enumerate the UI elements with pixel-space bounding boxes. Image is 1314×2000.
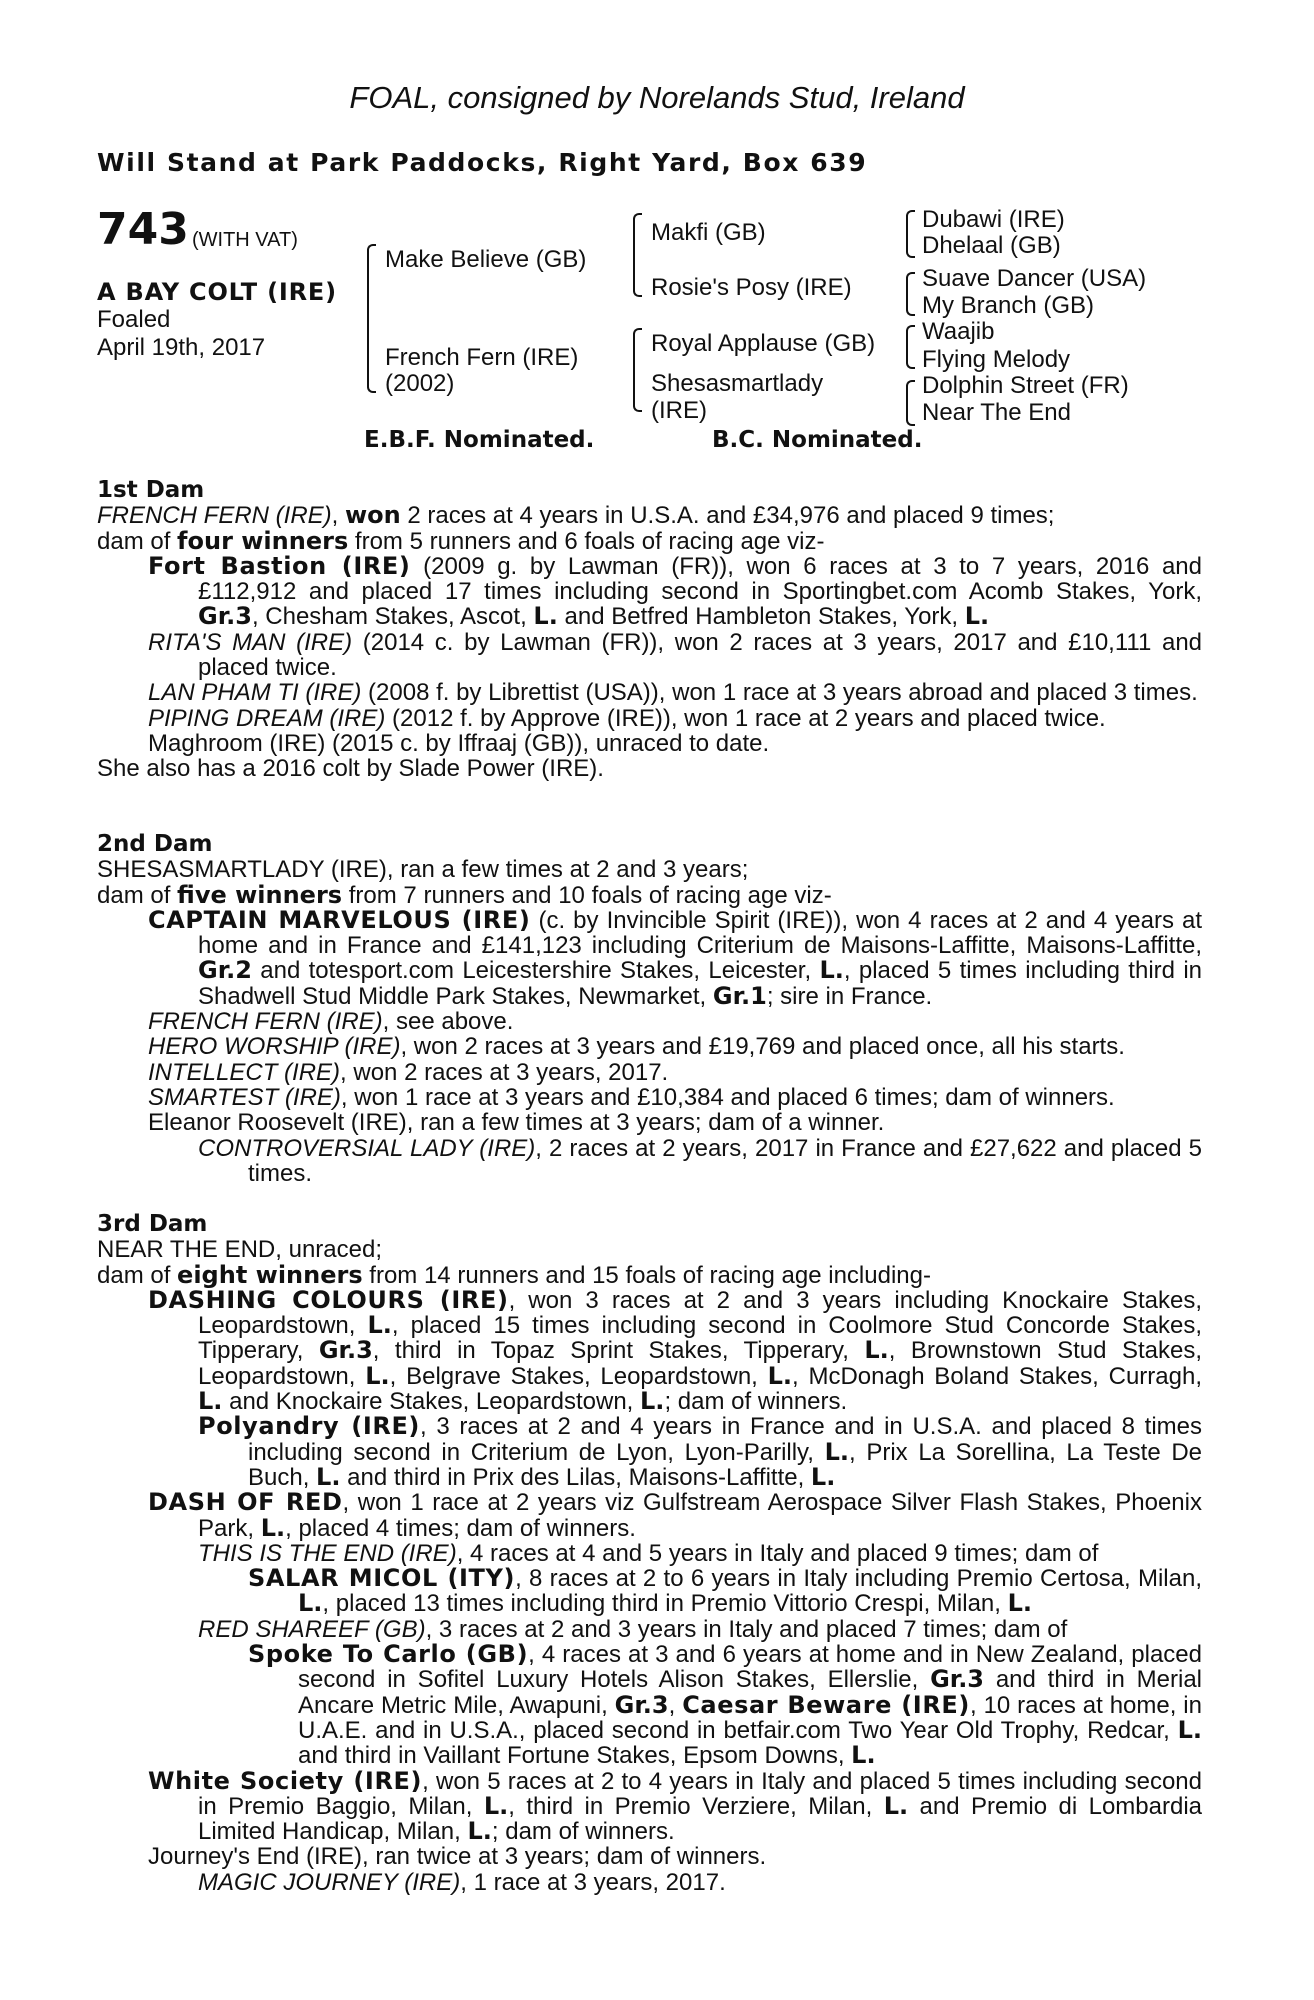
progeny-entry: HERO WORSHIP (IRE), won 2 races at 3 years and £19,769 and placed once, all his starts. [148,1033,1125,1061]
section-heading: 3rd Dam [97,1211,208,1237]
pedigree-sire-dam: Rosie's Posy (IRE) [651,274,852,301]
dam-produce-summary: dam of five winners from 7 runners and 10 foals of racing age viz- [97,880,832,909]
dam-line: SHESASMARTLADY (IRE), ran a few times at 2 and 3 years; [97,856,749,884]
section-heading: 1st Dam [97,477,205,503]
dam-line: FRENCH FERN (IRE), won 2 races at 4 years in U.S.A. and £34,976 and placed 9 times; [97,501,1055,530]
progeny-entry: FRENCH FERN (IRE), see above. [148,1008,514,1036]
progeny-entry: LAN PHAM TI (IRE) (2008 f. by Librettist (USA)), won 1 race at 3 years abroad and placed 3 times. [148,679,1198,707]
pedigree-dam-dam-country: (IRE) [651,397,707,424]
progeny-entry: DASHING COLOURS (IRE), won 3 races at 2 and 3 years including Knockaire Stakes, Leopardstown, L., placed 15 times including second in Coolmore Stud Concorde Stakes, Tipperary, Gr.3, third in Topaz Sprint Stakes, Tipperary, L., Brownstown Stud Stakes, Leopardstown, L., Belgrave Stakes, Leopardstown, L., McDonagh Boland Stakes, Curragh, L. and Knockaire Stakes, Leopardstown, L.; dam of winners. [148,1285,1203,1416]
pedigree-dam-sire: Royal Applause (GB) [651,330,876,357]
pedigree-dsd: Flying Melody [922,346,1071,373]
pedigree-dam-year: (2002) [385,370,455,397]
lot-number: 743 [97,204,189,255]
vat-note: (WITH VAT) [192,229,298,251]
stand-location: Will Stand at Park Paddocks, Right Yard, Box 639 [97,148,868,177]
pedigree-sire: Make Believe (GB) [385,246,587,273]
ebf-nominated: E.B.F. Nominated. [364,427,595,453]
progeny-entry: CAPTAIN MARVELOUS (IRE) (c. by Invincible Spirit (IRE)), won 4 races at 2 and 4 years at home and in France and £141,123 including Criterium de Maisons-Laffitte, Maisons-Laffitte, Gr.2 and totesport.com Leicestershire Stakes, Leicester, L., placed 5 times including third in Shadwell Stud Middle Park Stakes, Newmarket, Gr.1; sire in France. [148,905,1203,1010]
progeny-entry: PIPING DREAM (IRE) (2012 f. by Approve (IRE)), won 1 race at 2 years and placed twice. [148,704,1106,732]
pedigree-sss: Dubawi (IRE) [922,206,1065,233]
foaled-date: April 19th, 2017 [97,334,266,361]
pedigree-brace [906,380,915,426]
second-dam-section [97,832,1202,1186]
dam-line: NEAR THE END, unraced; [97,1236,382,1264]
pedigree-brace [906,325,915,369]
bc-nominated: B.C. Nominated. [712,427,923,453]
pedigree-dam-dam: Shesasmartlady [651,370,824,397]
grand-progeny-entry: Polyandry (IRE), 3 races at 2 and 4 years in France and in U.S.A. and placed 8 times including second in Criterium de Lyon, Lyon-Parilly, L., Prix La Sorellina, La Teste De Buch, L. and third in Prix des Lilas, Maisons-Laffitte, L. [198,1412,1202,1491]
progeny-entry: DASH OF RED, won 1 race at 2 years viz Gulfstream Aerospace Silver Flash Stakes, Phoenix Park, L., placed 4 times; dam of winners. [148,1488,1202,1542]
grand-progeny-entry: RED SHAREEF (GB), 3 races at 2 and 3 years in Italy and placed 7 times; dam of [198,1615,1068,1643]
consignment-title: FOAL, consigned by Norelands Stud, Ireland [349,80,965,115]
great-grand-progeny-entry: SALAR MICOL (ITY), 8 races at 2 to 6 years in Italy including Premio Certosa, Milan, L., placed 13 times including third in Premio Vittorio Crespi, Milan, L. [248,1564,1202,1618]
pedigree-dds: Dolphin Street (FR) [922,372,1129,399]
progeny-entry: INTELLECT (IRE), won 2 races at 3 years, 2017. [148,1058,669,1086]
grand-progeny-entry: CONTROVERSIAL LADY (IRE), 2 races at 2 years, 2017 in France and £27,622 and placed 5 times. [198,1134,1203,1187]
pedigree-brace [906,210,915,258]
pedigree-sdd: My Branch (GB) [922,292,1095,319]
foaled-label: Foaled [97,306,171,333]
pedigree-brace [906,272,915,316]
pedigree-brace [633,213,642,297]
dam-produce-summary: dam of four winners from 5 runners and 6 foals of racing age viz- [97,526,825,555]
pedigree-brace [633,328,642,412]
third-dam-section [97,1212,1202,1895]
pedigree-brace [367,244,376,393]
progeny-entry: White Society (IRE), won 5 races at 2 to 4 years in Italy and placed 5 times including second in Premio Baggio, Milan, L., third in Premio Verziere, Milan, L. and Premio di Lombardia Limited Handicap, Milan, L.; dam of winners. [148,1766,1202,1846]
dam-produce-summary: dam of eight winners from 14 runners and 15 foals of racing age including- [97,1260,931,1289]
progeny-entry: Fort Bastion (IRE) (2009 g. by Lawman (FR)), won 6 races at 3 to 7 years, 2016 and £112,912 and placed 17 times including second in Sportingbet.com Acomb Stakes, York, Gr.3, Chesham Stakes, Ascot, L. and Betfred Hambleton Stakes, York, L. [148,551,1202,631]
progeny-entry: SMARTEST (IRE), won 1 race at 3 years and £10,384 and placed 6 times; dam of winners. [148,1083,1115,1111]
section-heading: 2nd Dam [97,831,213,857]
pedigree-dam: French Fern (IRE) [385,344,579,371]
grand-progeny-entry: THIS IS THE END (IRE), 4 races at 4 and 5 years in Italy and placed 9 times; dam of [198,1539,1099,1567]
pedigree-sire-sire: Makfi (GB) [651,219,766,246]
pedigree-sds: Suave Dancer (USA) [922,265,1147,292]
progeny-entry: Eleanor Roosevelt (IRE), ran a few times at 3 years; dam of a winner. [148,1109,885,1137]
pedigree-ssd: Dhelaal (GB) [922,232,1061,259]
first-dam-section [97,478,1202,782]
progeny-entry: Journey's End (IRE), ran twice at 3 years; dam of winners. [148,1843,767,1871]
progeny-entry: Maghroom (IRE) (2015 c. by Iffraaj (GB)), unraced to date. [148,729,770,757]
pedigree-dss: Waajib [922,318,995,345]
pedigree-ddd: Near The End [922,399,1071,426]
progeny-entry: RITA'S MAN (IRE) (2014 c. by Lawman (FR)), won 2 races at 3 years, 2017 and £10,111 and placed twice. [148,628,1203,682]
dam-note: She also has a 2016 colt by Slade Power (IRE). [97,755,604,783]
grand-progeny-entry: MAGIC JOURNEY (IRE), 1 race at 3 years, 2017. [198,1868,726,1896]
lot-description: A BAY COLT (IRE) [97,278,337,306]
great-grand-progeny-entry: Spoke To Carlo (GB), 4 races at 3 and 6 years at home and in New Zealand, placed second in Sofitel Luxury Hotels Alison Stakes, Ellerslie, Gr.3 and third in Merial Ancare Metric Mile, Awapuni, Gr.3, Caesar Beware (IRE), 10 races at home, in U.A.E. and in U.S.A., placed second in betfair.com Two Year Old Trophy, Redcar, L. and third in Vaillant Fortune Stakes, Epsom Downs, L. [248,1640,1202,1770]
